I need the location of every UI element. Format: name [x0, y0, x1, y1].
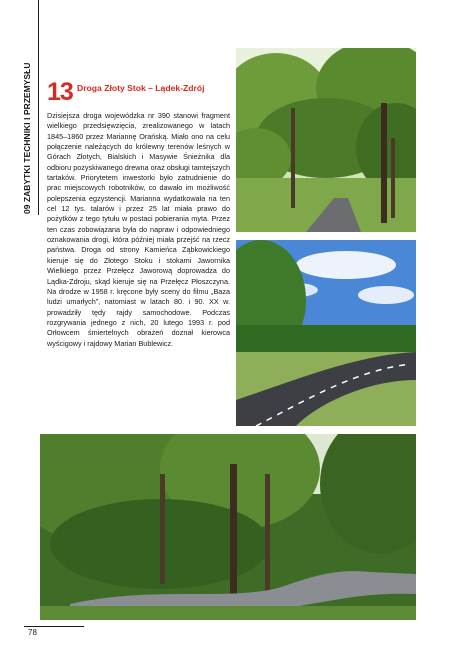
photo-forest-serpentine: [40, 434, 416, 620]
page-number: 78: [28, 628, 37, 637]
article-title: Droga Złoty Stok – Lądek-Zdrój: [77, 83, 205, 93]
footer-rule: [24, 626, 84, 627]
article-number: 13: [47, 78, 73, 106]
article-paragraph: Dzisiejsza droga wojewódzka nr 390 stanowi fragment wielkiego przedsięwzięcia, zrealizowanego w latach 1845–1860 przez Mariannę Orańską. Miało ono na celu połączenie należących do królewny terenów leśnych w Górach Złotych, Bialskich i Masywie Śnieżnika dla odbioru pozyskiwanego drewna oraz obsługi tamtejszych tartaków. Priorytetem inwestorki było zatrudnienie do prac miejscowych robotników, co dawało im możliwość polepszenia egzystencji. Marianna wydatkowała na ten cel 12 tys. talarów i przez 25 lat miała prawo do pożytków z tego tytułu w postaci pobierania myta. Przez ten czas zobowiązana była do napraw i odpowiedniego oznakowania drogi, która później miała przejść na rzecz państwa. Droga od strony Kamieńca Ząbkowickiego kieruje się do Złotego Stoku i stokami Jawornika Wielkiego przez Przełęcz Jaworową doprowadza do Lądka-Zdroju, skąd kieruje się na Przełęcz Płoszczyna. Na drodze w 1958 r. kręcone były sceny do filmu „Baza ludzi umarłych”, natomiast w latach 80. i 90. XX w. prowadziły tędy rajdy samochodowe. Podczas rozgrywania jednego z nich, 20 lutego 1993 r. pod Orłowcem śmiertelnych obrażeń doznał kierowca wyścigowy i rajdowy Marian Bublewicz.: [47, 111, 230, 348]
article-body: [47, 111, 230, 349]
photo-tree-lined-road: [236, 48, 416, 232]
side-header: [22, 32, 36, 212]
side-header-text: 09 ZABYTKI TECHNIKI I PRZEMYSŁU: [22, 62, 32, 214]
photo-curved-road-sky: [236, 240, 416, 426]
side-header-rule: [38, 0, 39, 215]
